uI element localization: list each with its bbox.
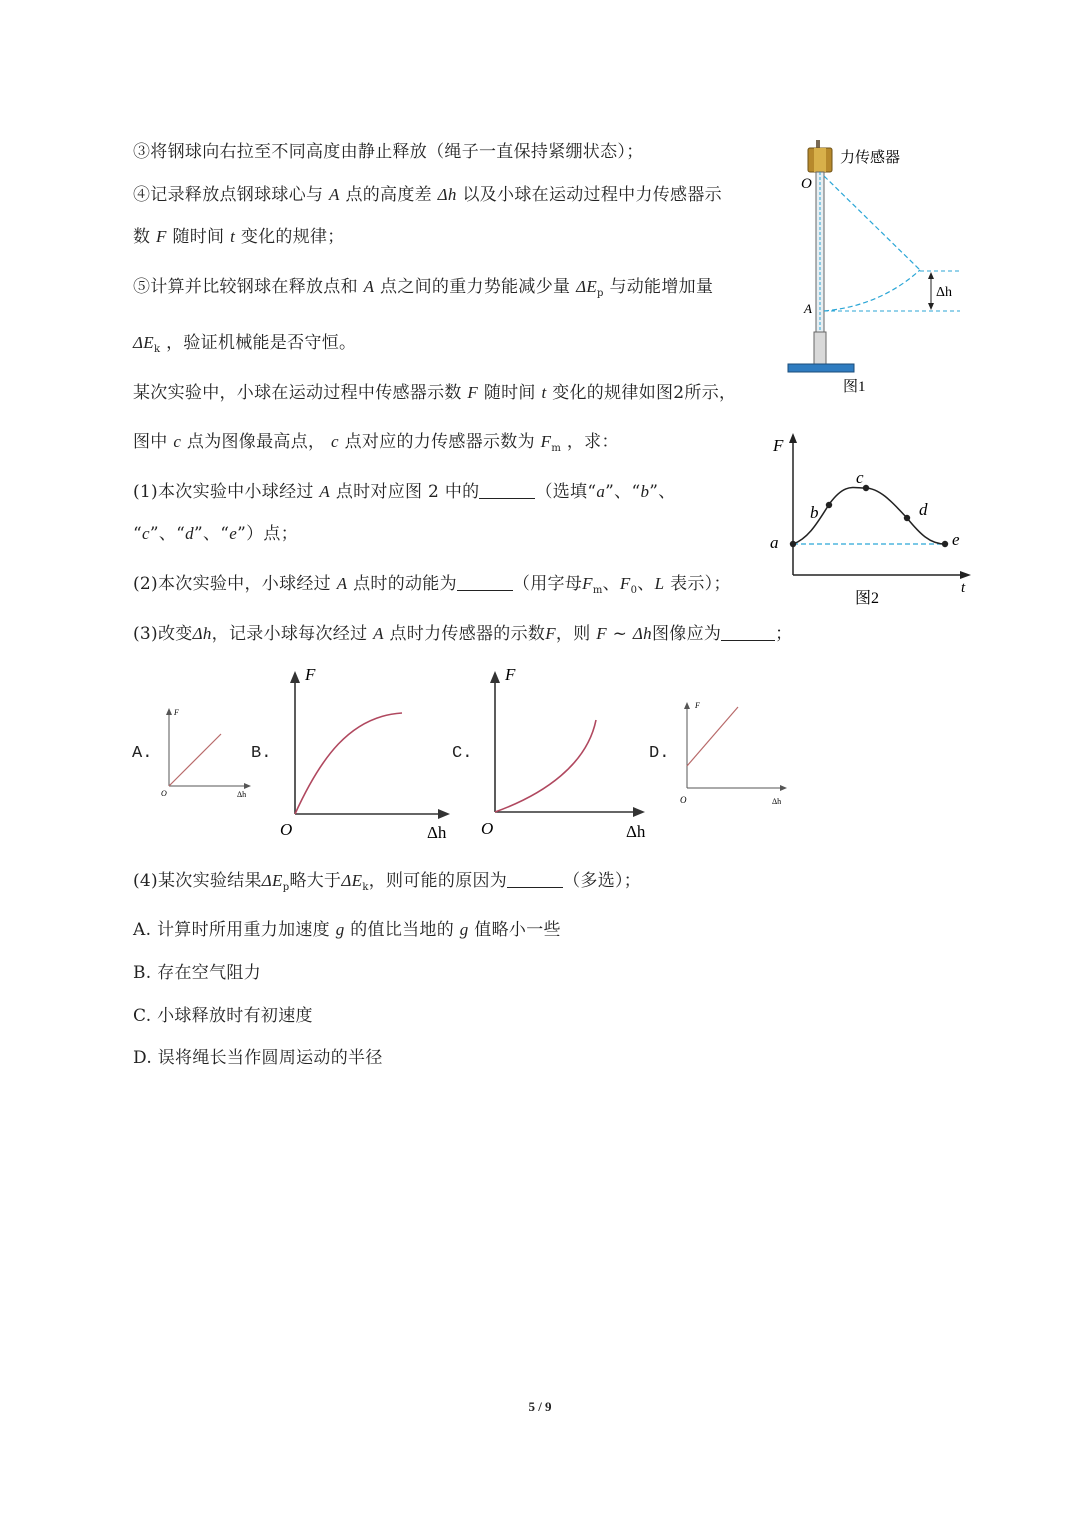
text-run: (4)某次实验结果	[133, 871, 262, 891]
axis-label-F: F	[305, 665, 316, 684]
subscript: 0	[630, 585, 638, 596]
axis-label-dh: Δh	[427, 823, 447, 842]
swing-arc	[824, 270, 920, 311]
option-d-label[interactable]: D.	[649, 744, 670, 763]
option-c-graph[interactable]	[475, 664, 660, 844]
point-e	[942, 541, 948, 547]
var-g: g	[335, 920, 345, 939]
axis-label-F: F	[174, 708, 179, 717]
step-3-text: ③将钢球向右拉至不同高度由静止释放（绳子一直保持紧绷状态）；	[133, 142, 644, 162]
text-run: B. 存在空气阻力	[133, 963, 261, 983]
origin-label: O	[280, 820, 293, 839]
var-A: A	[319, 482, 331, 501]
text-run: “	[133, 524, 142, 544]
var-d: d	[185, 524, 194, 543]
text-run: 点为图像最高点，	[186, 432, 326, 452]
option-a-graph[interactable]	[155, 700, 255, 805]
var-t: t	[230, 227, 236, 246]
option-b-label[interactable]: B.	[251, 744, 272, 763]
point-b	[826, 502, 832, 508]
q4-option-d[interactable]	[133, 1046, 383, 1070]
o-label: O	[801, 176, 812, 192]
text-run: ”、“	[149, 524, 186, 544]
label-c: c	[856, 468, 864, 487]
figure-1	[780, 130, 980, 400]
text-run: ”、“	[193, 524, 230, 544]
var-F: F	[540, 432, 552, 451]
origin-label: O	[161, 789, 167, 798]
arrow-icon	[928, 272, 934, 279]
origin-label: O	[680, 795, 687, 805]
var-dEk: ΔE	[341, 871, 363, 890]
text-run: ”、	[649, 482, 676, 502]
text-run: 随时间	[483, 383, 536, 403]
text-run: (2)本次实验中，小球经过	[133, 574, 331, 594]
answer-blank-1[interactable]	[479, 482, 535, 499]
text-run: 、	[637, 574, 655, 594]
intro-line2	[133, 430, 619, 461]
text-run: D. 误将绳长当作圆周运动的半径	[133, 1048, 383, 1068]
text-run: 图像应为	[651, 624, 722, 644]
step-3	[133, 140, 644, 164]
text-run: （多选）；	[563, 871, 642, 891]
question-1-line1	[133, 480, 676, 504]
text-run: ⑤计算并比较钢球在释放点和	[133, 277, 358, 297]
text-run: ~	[612, 624, 628, 644]
var-F: F	[156, 227, 167, 246]
subscript: m	[592, 585, 603, 596]
question-4	[133, 869, 641, 900]
answer-blank-2[interactable]	[457, 574, 513, 591]
pole-base	[814, 332, 826, 364]
text-run: 变化的规律；	[240, 227, 345, 247]
text-run: 的值比当地的	[350, 920, 455, 940]
point-d	[904, 515, 910, 521]
text-run: ，验证机械能是否守恒。	[166, 333, 357, 353]
var-dh: Δh	[632, 624, 652, 643]
text-run: 点时力传感器的示数	[389, 624, 546, 644]
text-run: 某次实验中，小球在运动过程中传感器示数	[133, 383, 462, 403]
text-run: 点时的动能为	[353, 574, 457, 594]
axis-label-dh: Δh	[772, 797, 782, 806]
option-b-graph[interactable]	[275, 664, 460, 844]
var-A: A	[373, 624, 384, 643]
point-a	[790, 541, 796, 547]
var-F: F	[619, 574, 631, 593]
page-number: 5 / 9	[528, 1399, 552, 1414]
var-dh: Δh	[192, 624, 212, 643]
text-run: C. 小球释放时有初速度	[133, 1006, 313, 1026]
arrow-icon	[490, 671, 500, 683]
arrow-icon	[780, 785, 787, 791]
var-a: a	[596, 482, 606, 501]
text-run: 图中	[133, 432, 168, 452]
var-t: t	[541, 383, 547, 402]
question-3	[133, 622, 792, 646]
var-c: c	[173, 432, 182, 451]
option-d-graph[interactable]	[670, 692, 795, 812]
text-run: ，则	[555, 624, 591, 644]
arrow-icon	[633, 807, 645, 817]
var-e: e	[229, 524, 238, 543]
q4-option-c[interactable]	[133, 1004, 313, 1028]
axis-label-t: t	[961, 580, 966, 596]
text-run: 略大于	[289, 871, 342, 891]
sensor-hook	[816, 140, 820, 148]
option-a-label[interactable]: A.	[132, 744, 153, 763]
arrow-icon	[960, 571, 971, 579]
step-4-line1	[133, 183, 722, 207]
var-g: g	[459, 920, 469, 939]
var-A: A	[363, 277, 375, 296]
origin-label: O	[481, 819, 494, 838]
text-run: ④记录释放点钢球球心与	[133, 185, 324, 205]
force-sensor-highlight	[814, 148, 826, 172]
arrow-icon	[244, 783, 251, 789]
var-dh: Δh	[437, 185, 457, 204]
var-dEp: ΔE	[576, 277, 598, 296]
text-run: 数	[133, 227, 151, 247]
text-run: (1)本次实验中小球经过	[133, 482, 314, 502]
arrow-icon	[166, 708, 172, 715]
text-run: ”）点；	[237, 524, 299, 544]
intro-line1	[133, 381, 736, 405]
sensor-label: 力传感器	[840, 150, 901, 166]
var-c: c	[142, 524, 150, 543]
axis-label-dh: Δh	[237, 790, 247, 799]
var-b: b	[640, 482, 650, 501]
graph-curve	[295, 713, 402, 814]
var-F: F	[582, 574, 593, 593]
a-label: A	[804, 301, 812, 316]
arrow-icon	[290, 671, 300, 683]
subscript: k	[153, 344, 161, 355]
text-run: 随时间	[172, 227, 225, 247]
label-a: a	[770, 533, 779, 552]
var-c: c	[331, 432, 339, 451]
point-c	[863, 485, 869, 491]
text-run: 值略小一些	[474, 920, 561, 940]
text-run: (3)改变	[133, 624, 193, 644]
text-run: ，则可能的原因为	[368, 871, 508, 891]
answer-blank-4[interactable]	[507, 871, 563, 888]
step-4-line2	[133, 225, 345, 249]
var-A: A	[336, 574, 348, 593]
text-run: （选填“	[535, 482, 597, 502]
text-run: ，求：	[566, 432, 619, 452]
arrow-icon	[684, 702, 690, 709]
text-run: A. 计算时所用重力加速度	[133, 920, 330, 940]
subscript: p	[282, 882, 290, 893]
text-run: ”、“	[605, 482, 641, 502]
step-5-line1	[133, 275, 713, 306]
text-run: ；	[775, 624, 793, 644]
axis-label-F: F	[773, 436, 784, 455]
q4-option-a[interactable]	[133, 918, 561, 942]
text-run: 、	[602, 574, 620, 594]
var-F: F	[545, 624, 556, 643]
axis-label-F: F	[695, 701, 700, 710]
text-run: 点对应的力传感器示数为	[344, 432, 535, 452]
text-run: （用字母	[512, 574, 583, 594]
arrow-icon	[928, 303, 934, 310]
figure-1-caption: 图1	[843, 379, 866, 395]
label-d: d	[919, 500, 928, 519]
text-run: 与动能增加量	[609, 277, 714, 297]
answer-blank-3[interactable]	[721, 624, 775, 641]
graph-line	[169, 734, 221, 786]
label-b: b	[810, 503, 819, 522]
dh-label: Δh	[936, 285, 953, 300]
stand-base	[788, 364, 854, 372]
text-run: 变化的规律如图2所示，	[552, 383, 737, 403]
text-run: 表示）；	[670, 574, 731, 594]
subscript: p	[597, 288, 604, 299]
subscript: m	[551, 443, 562, 454]
string-released	[824, 176, 920, 270]
label-e: e	[952, 530, 960, 549]
figure-2	[765, 428, 975, 608]
arrow-icon	[789, 433, 797, 443]
q4-option-b[interactable]	[133, 961, 261, 985]
var-F: F	[467, 383, 479, 402]
text-run: 点之间的重力势能减少量	[380, 277, 571, 297]
option-c-label[interactable]: C.	[452, 744, 473, 763]
var-L: L	[654, 574, 665, 593]
text-run: 以及小球在运动过程中力传感器示	[462, 185, 722, 205]
figure-2-caption: 图2	[855, 590, 880, 607]
text-run: 点的高度差	[345, 185, 432, 205]
var-A: A	[329, 185, 340, 204]
graph-curve	[495, 720, 596, 812]
question-2	[133, 572, 731, 603]
subscript: k	[362, 882, 369, 893]
step-5-line2	[133, 331, 356, 362]
axis-label-F: F	[505, 665, 516, 684]
var-F: F	[596, 624, 607, 643]
question-1-line2	[133, 522, 298, 546]
arrow-icon	[438, 809, 450, 819]
graph-line	[687, 707, 738, 766]
var-dEk: ΔE	[133, 333, 154, 352]
axis-label-dh: Δh	[626, 822, 646, 841]
var-dEp: ΔE	[261, 871, 283, 890]
text-run: 点时对应图 2 中的	[335, 482, 480, 502]
text-run: ，记录小球每次经过	[211, 624, 368, 644]
